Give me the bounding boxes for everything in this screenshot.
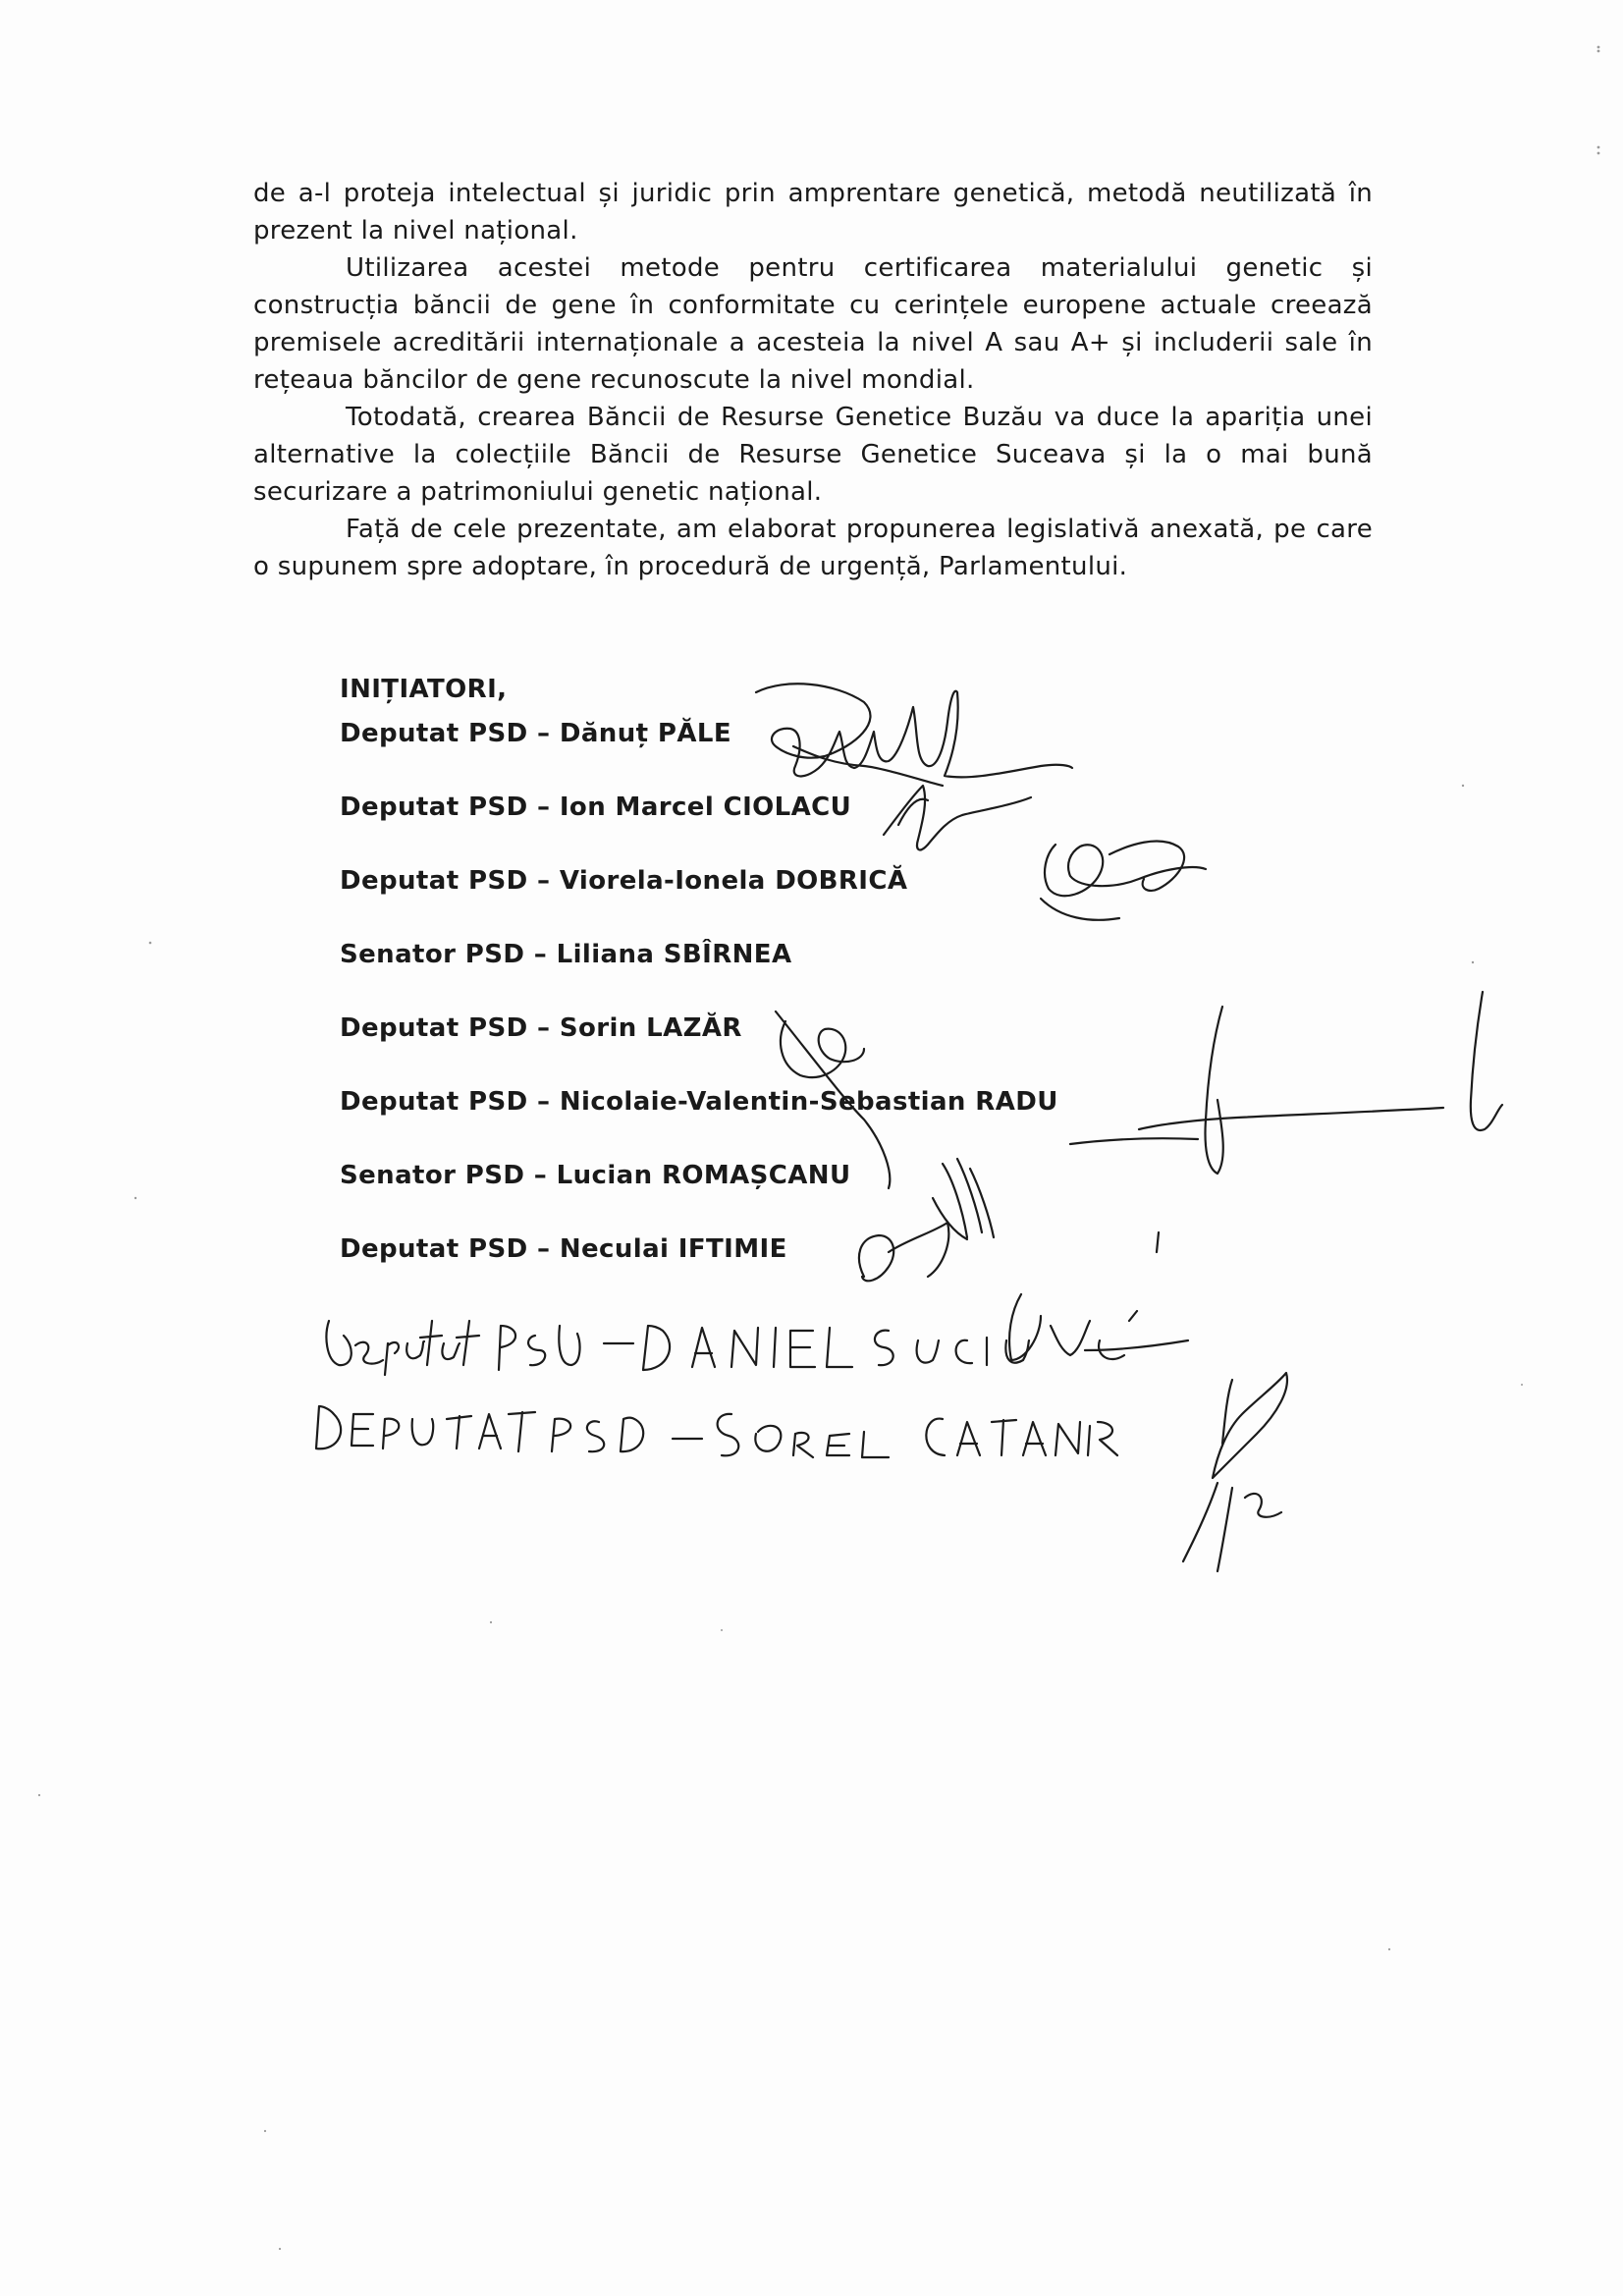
initiator-row: Deputat PSD – Viorela-Ionela DOBRICĂ [340,866,908,896]
initiators-heading: INIȚIATORI, [340,675,508,704]
initiator-row: Deputat PSD – Ion Marcel CIOLACU [340,793,852,822]
paragraph: Utilizarea acestei metode pentru certificarea materialului genetic și construcția băncii de gene în conformitate cu cerințele europene actuale creează premisele acreditării internaționale a acesteia la nivel A sau A+ și includerii sale în rețeaua băncilor de gene recunoscute la nivel mondial. [253,253,1373,395]
initiator-row: Deputat PSD – Sorin LAZĂR [340,1013,742,1043]
initiator-row: Deputat PSD – Dănuț PĂLE [340,719,731,748]
initiator-row: Deputat PSD – Nicolaie-Valentin-Sebastian RADU [340,1087,1058,1117]
paragraph: Față de cele prezentate, am elaborat propunerea legislativă anexată, pe care o supunem spre adoptare, în procedură de urgență, Parlamentului. [253,515,1373,581]
paragraph: Totodată, crearea Băncii de Resurse Genetice Buzău va duce la apariția unei alternative la colecțiile Băncii de Resurse Genetice Suceava și la o mai bună securizare a patrimoniului genetic național. [253,403,1373,507]
initiator-row: Deputat PSD – Neculai IFTIMIE [340,1234,787,1264]
initiator-row: Senator PSD – Lucian ROMAȘCANU [340,1161,851,1190]
initiator-row: Senator PSD – Liliana SBÎRNEA [340,940,792,969]
paragraph: de a-l proteja intelectual și juridic prin amprentare genetică, metodă neutilizată în prezent la nivel național. [253,179,1373,246]
